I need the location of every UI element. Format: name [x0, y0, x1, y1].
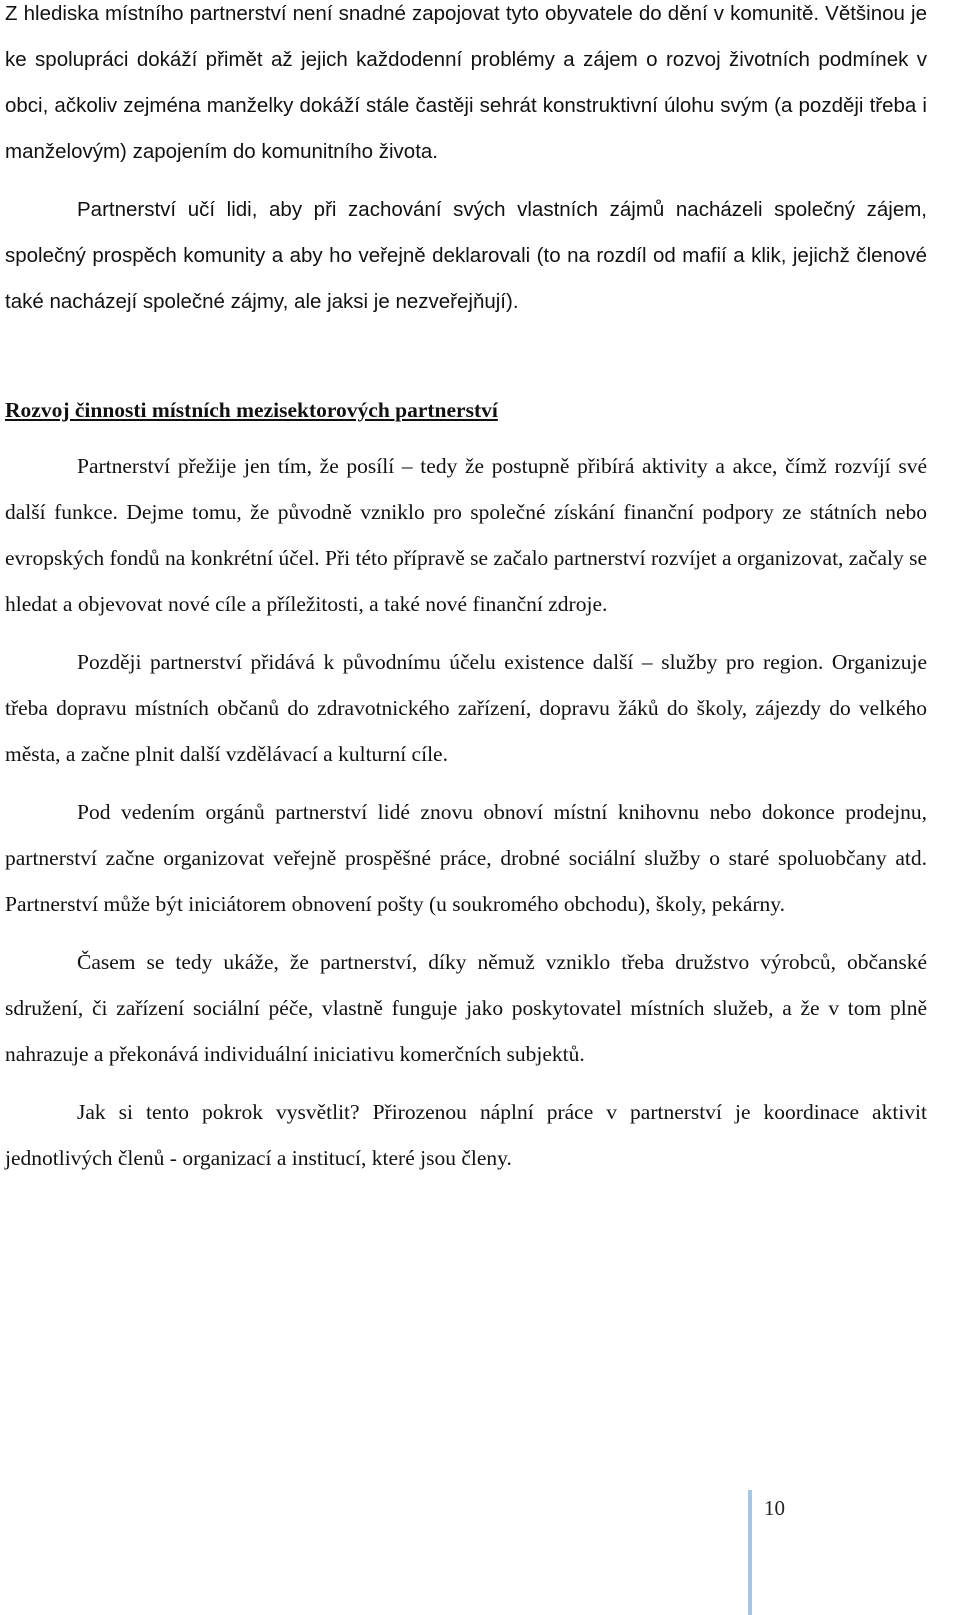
page-content: [5, 0, 927, 1181]
section-heading: Rozvoj činnosti místních mezisektorových partnerství: [5, 398, 498, 422]
page-number-bar: [748, 1490, 785, 1615]
paragraph-6: Časem se tedy ukáže, že partnerství, díky němuž vzniklo třeba družstvo výrobců, občanské sdružení, či zařízení sociální péče, vlastně funguje jako poskytovatel místních služeb, a že v tom plně nahrazuje a překonává individuální iniciativu komerčních subjektů.: [5, 950, 927, 1066]
paragraph-7: Jak si tento pokrok vysvětlit? Přirozenou náplní práce v partnerství je koordinace aktivit jednotlivých členů - organizací a institucí, které jsou členy.: [5, 1100, 927, 1170]
paragraph-4: Později partnerství přidává k původnímu účelu existence další – služby pro region. Organizuje třeba dopravu místních občanů do zdravotnického zařízení, dopravu žáků do školy, zájezdy do velkého města, a začne plnit další vzdělávací a kulturní cíle.: [5, 650, 927, 766]
paragraph-2: Partnerství učí lidi, aby při zachování svých vlastních zájmů nacházeli společný zájem, společný prospěch komunity a aby ho veřejně deklarovali (to na rozdíl od mafií a klik, jejichž členové také nacházejí společné zájmy, ale jaksi je nezveřejňují).: [5, 198, 927, 313]
page-number: 10: [764, 1496, 785, 1520]
paragraph-5: Pod vedením orgánů partnerství lidé znovu obnoví místní knihovnu nebo dokonce prodejnu, partnerství začne organizovat veřejně prospěšné práce, drobné sociální služby o staré spoluobčany atd. Partnerství může být iniciátorem obnovení pošty (u soukromého obchodu), školy, pekárny.: [5, 800, 927, 916]
paragraph-1: Z hlediska místního partnerství není snadné zapojovat tyto obyvatele do dění v komunitě. Většinou je ke spolupráci dokáží přimět až jejich každodenní problémy a zájem o rozvoj životních podmínek v obci, ačkoliv zejména manželky dokáží stále častěji sehrát konstruktivní úlohu svým (a později třeba i manželovým) zapojením do komunitního života.: [5, 2, 927, 163]
paragraph-3: Partnerství přežije jen tím, že posílí – tedy že postupně přibírá aktivity a akce, čímž rozvíjí své další funkce. Dejme tomu, že původně vzniklo pro společné získání finanční podpory ze státních nebo evropských fondů na konkrétní účel. Při této přípravě se začalo partnerství rozvíjet a organizovat, začaly se hledat a objevovat nové cíle a příležitosti, a také nové finanční zdroje.: [5, 454, 927, 616]
